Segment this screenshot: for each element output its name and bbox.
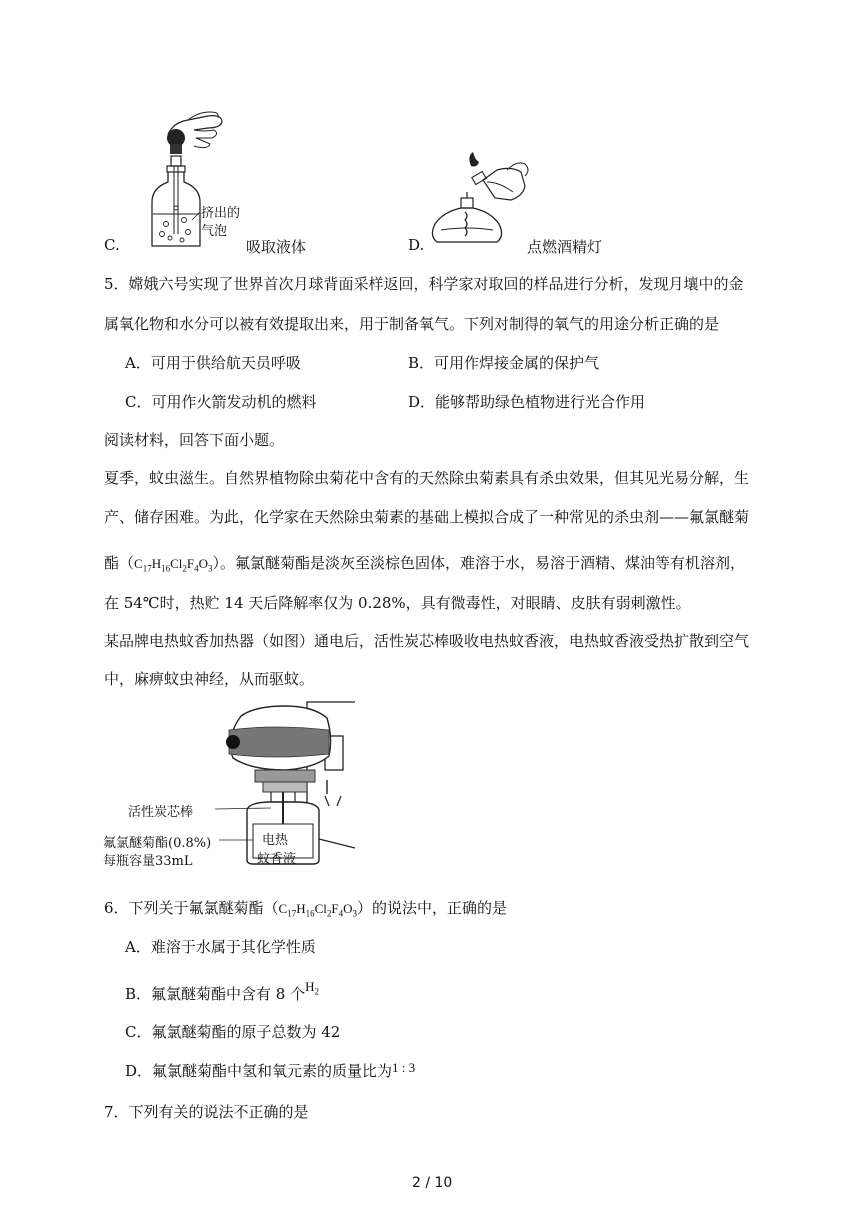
reading-p2-line2: 中，麻痹蚊虫神经，从而驱蚊。 bbox=[104, 670, 315, 688]
page-number: 2 / 10 bbox=[412, 1175, 453, 1191]
q6-option-d[interactable]: D．氟氯醚菊酯中氢和氧元素的质量比为1 : 3 bbox=[125, 1060, 416, 1080]
q5-option-a[interactable]: A．可用于供给航天员呼吸 bbox=[125, 354, 301, 372]
q6-optB-h2: $H_2$ bbox=[305, 979, 319, 997]
q6-optD-ratio: 1 : 3 bbox=[392, 1060, 416, 1075]
q4-optD-letter: D. bbox=[408, 236, 425, 254]
q6-stem bbox=[104, 897, 507, 919]
bubble-label-line2: 气泡 bbox=[201, 224, 228, 239]
bubble-label-line1: 挤出的 bbox=[201, 206, 241, 221]
formula-inline: $C_{17}H_{16}Cl_2F_4O_3$ bbox=[134, 556, 213, 574]
q5-option-c[interactable]: C．可用作火箭发动机的燃料 bbox=[125, 393, 317, 411]
reading-p1-line4: 在 54℃时，热贮 14 天后降解率仅为 0.28%，具有微毒性，对眼睛、皮肤有弱刺激性。 bbox=[104, 594, 691, 612]
q6-formula: $C_{17}H_{16}Cl_2F_4O_3$ bbox=[278, 901, 358, 919]
q5-option-d[interactable]: D．能够帮助绿色植物进行光合作用 bbox=[408, 393, 646, 411]
q7-stem: 7．下列有关的说法不正确的是 bbox=[104, 1103, 309, 1121]
reading-p1-line3-end: ）。氟氯醚菊酯是淡灰至淡棕色固体，难溶于水，易溶于酒精、煤油等有机溶剂， bbox=[212, 554, 746, 572]
q4-optC-letter: C. bbox=[104, 236, 120, 254]
reading-p1-line1: 夏季，蚊虫滋生。自然界植物除虫菊花中含有的天然除虫菊素具有杀虫效果，但其见光易分解，生 bbox=[104, 469, 750, 487]
reading-p1-line2: 产、储存困难。为此，化学家在天然除虫菊素的基础上模拟合成了一种常见的杀虫剂——氟氯醚菊 bbox=[104, 508, 750, 526]
reading-p1-line3 bbox=[104, 552, 745, 574]
reading-p1-line3-start: 酯（ bbox=[104, 554, 135, 572]
q6-option-b[interactable]: B．氟氯醚菊酯中含有 8 个$H_2$ bbox=[125, 979, 319, 1003]
q4-optC-label: 吸取液体 bbox=[246, 238, 307, 256]
q6-stem-start: 6．下列关于氟氯醚菊酯（ bbox=[104, 899, 279, 917]
dropper-bottle-illustration bbox=[138, 108, 258, 253]
q6-stem-end: ）的说法中，正确的是 bbox=[357, 899, 508, 917]
q6-option-a[interactable]: A．难溶于水属于其化学性质 bbox=[125, 938, 316, 956]
label-volume: 每瓶容量33mL bbox=[103, 854, 193, 869]
label-carbon-rod: 活性炭芯棒 bbox=[128, 805, 194, 820]
q5-option-b[interactable]: B．可用作焊接金属的保护气 bbox=[408, 354, 600, 372]
bottle-text-line2: 蚊香液 bbox=[257, 852, 297, 867]
q4-optD-label: 点燃酒精灯 bbox=[527, 238, 603, 256]
alcohol-lamp-illustration bbox=[425, 152, 535, 252]
reading-p2-line1: 某品牌电热蚊香加热器（如图）通电后，活性炭芯棒吸收电热蚊香液，电热蚊香液受热扩散到空气 bbox=[104, 632, 750, 650]
q5-stem-line2: 属氧化物和水分可以被有效提取出来，用于制备氧气。下列对制得的氧气的用途分析正确的是 bbox=[104, 315, 720, 333]
bottle-text-line1: 电热 bbox=[262, 833, 289, 848]
label-concentration: 氟氯醚菊酯(0.8%) bbox=[103, 836, 212, 851]
q5-stem-line1: 5．嫦娥六号实现了世界首次月球背面采样返回，科学家对取回的样品进行分析，发现月壤中的金 bbox=[104, 275, 744, 293]
q6-option-c[interactable]: C．氟氯醚菊酯的原子总数为 42 bbox=[125, 1023, 341, 1041]
reading-intro: 阅读材料，回答下面小题。 bbox=[104, 431, 285, 449]
